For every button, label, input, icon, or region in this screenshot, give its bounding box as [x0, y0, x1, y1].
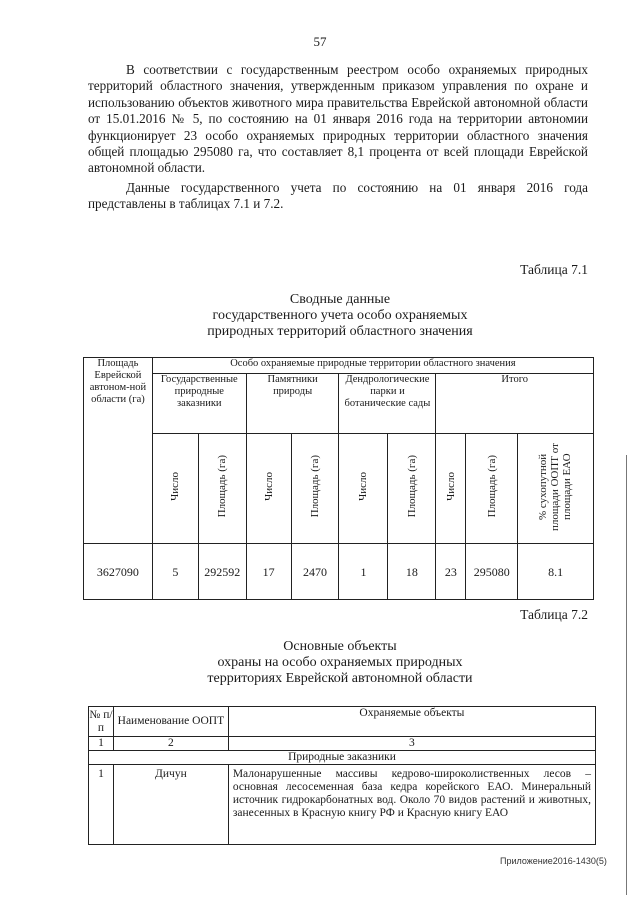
table-cell: 17 [246, 544, 291, 600]
intro-text [88, 62, 588, 213]
num-header: № п/п [89, 707, 114, 737]
scan-edge-line [626, 455, 627, 895]
index-cell: 2 [113, 737, 228, 751]
table-cell: 5 [152, 544, 198, 600]
monuments-header: Памятники природы [246, 374, 339, 434]
table-cell: 3627090 [84, 544, 153, 600]
name-header: Наименование ООПТ [113, 707, 228, 737]
table-cell: 292592 [198, 544, 246, 600]
reserves-header: Государственные природные заказники [152, 374, 246, 434]
table-cell: 2470 [291, 544, 339, 600]
index-cell: 1 [89, 737, 114, 751]
table2-title-line: Основные объекты [283, 639, 397, 654]
oopt-name: Дичун [113, 765, 228, 845]
protected-objects-table [88, 706, 596, 845]
dendro-parks-header: Дендрологические парки и ботанические сады [339, 374, 436, 434]
intro-paragraph-1: В соответствии с государственным реестром особо охраняемых природных территорий областного значения, утвержденным приказом управления по охране и использованию объектов животного мира правительства Еврейской автономной области от 15.01.2016 № 5, по состоянию на 01 января 2016 года на территории автономии функционирует 23 особо охраняемых природных территории областного значения общей площадью 295080 га, что составляет 8,1 процента от всей площади Еврейской автономной области. [88, 62, 588, 176]
table-cell: 8.1 [518, 544, 594, 600]
footer-code: Приложение2016-1430(5) [500, 856, 607, 866]
row-number: 1 [89, 765, 114, 845]
count-header: Число [152, 434, 198, 544]
table-cell: 23 [436, 544, 466, 600]
objects-header: Охраняемые объекты [228, 707, 595, 737]
count-header: Число [436, 434, 466, 544]
table2-caption: Таблица 7.2 [520, 607, 588, 622]
percent-header: % сухопутной площади ООПТ от площади ЕАО [518, 434, 594, 544]
table1-title-line: природных территорий областного значения [207, 324, 473, 339]
table2-title [0, 639, 640, 687]
table1-caption: Таблица 7.1 [520, 262, 588, 277]
section-row: Природные заказники [89, 751, 596, 765]
area-ha-header: Площадь (га) [198, 434, 246, 544]
area-ha-header: Площадь (га) [291, 434, 339, 544]
table1-title-line: государственного учета особо охраняемых [212, 308, 468, 323]
total-header: Итого [436, 374, 594, 434]
oopt-group-header: Особо охраняемые природные территории областного значения [152, 358, 593, 374]
table-cell: 295080 [466, 544, 518, 600]
count-header: Число [339, 434, 388, 544]
area-ha-header: Площадь (га) [466, 434, 518, 544]
table2-title-line: территориях Еврейской автономной области [207, 671, 473, 686]
intro-paragraph-2: Данные государственного учета по состоянию на 01 января 2016 года представлены в таблицах 7.1 и 7.2. [88, 179, 588, 212]
table-cell: 18 [388, 544, 436, 600]
area-ha-header: Площадь (га) [388, 434, 436, 544]
index-cell: 3 [228, 737, 595, 751]
count-header: Число [246, 434, 291, 544]
page-number: 57 [313, 34, 327, 49]
table1-title [0, 292, 640, 340]
table-cell: 1 [339, 544, 388, 600]
summary-table [83, 357, 594, 600]
table2-title-line: охраны на особо охраняемых природных [217, 655, 463, 670]
table1-title-line: Сводные данные [289, 292, 391, 307]
protected-objects: Малонарушенные массивы кедрово-широколиственных лесов – основная лесосеменная база кедра корейского ЕАО. Минеральный источник гидрокарбонатных вод. Около 70 видов растений и животных, занесенных в Красную книгу РФ и Красную книгу ЕАО [228, 765, 595, 845]
area-header: Площадь Еврейской автоном-ной области (га) [84, 358, 153, 544]
